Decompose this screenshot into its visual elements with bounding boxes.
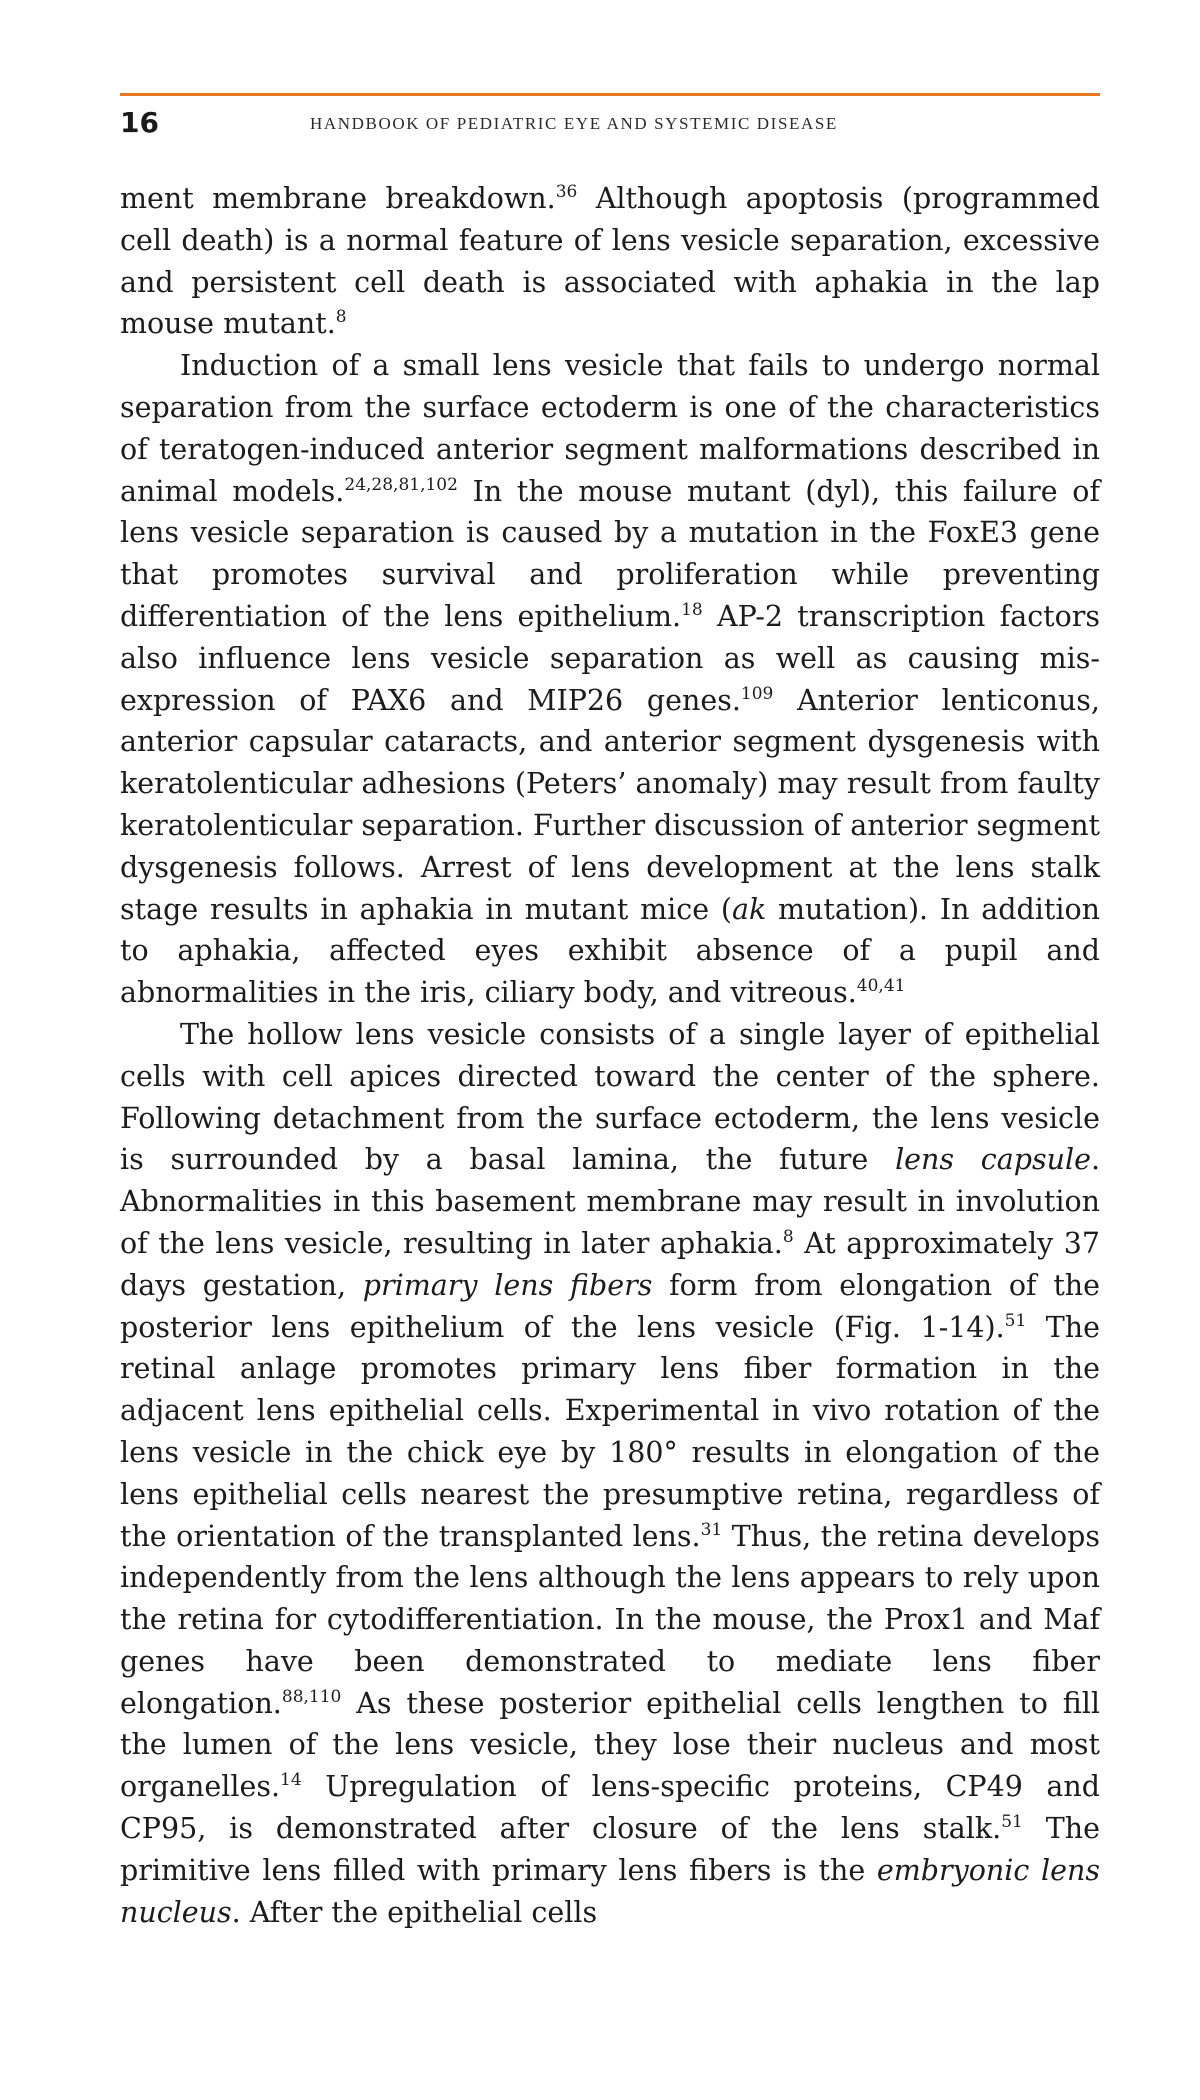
text-segment: . Abnormalities in this basement membrane may result in involution of the lens vesicle, resulting in later aphakia. bbox=[120, 1143, 1101, 1260]
citation-superscript: 31 bbox=[700, 1519, 723, 1540]
citation-superscript: 14 bbox=[280, 1770, 302, 1791]
text-segment: . After the epithelial cells bbox=[231, 1895, 598, 1929]
text-segment: In the mouse mutant (dyl), this failure of lens vesicle separation is caused by a mutation in the FoxE3 gene that promotes survival and proliferation while preventing differentiation of the lens epithelium. bbox=[120, 474, 1100, 633]
italic-term: primary lens fibers bbox=[362, 1268, 653, 1302]
text-segment: Anterior lenticonus, anterior capsular cataracts, and anterior segment dysgenesis with keratolenticular adhesions (Peters’ anomaly) may result from faulty keratolenticular separation. Further discussion of anterior segment dysgenesis follows. Arrest of lens development at the lens stalk stage results in aphakia in mutant mice ( bbox=[120, 683, 1100, 926]
text-segment: Induction of a small lens vesicle that fails to undergo normal separation from the surface ectoderm is one of the characteristics of teratogen-induced anterior segment malformations described in animal models. bbox=[120, 349, 1100, 508]
text-segment: ment membrane breakdown. bbox=[120, 182, 556, 215]
paragraph bbox=[120, 345, 1100, 1014]
running-head: HANDBOOK OF PEDIATRIC EYE AND SYSTEMIC DISEASE bbox=[310, 114, 838, 133]
citation-superscript: 24,28,81,102 bbox=[344, 474, 458, 495]
text-segment: AP-2 transcription factors also influence lens vesicle separation as well as causing mis-expression of PAX6 and MIP26 genes. bbox=[120, 599, 1101, 717]
header-rule bbox=[120, 93, 1100, 96]
citation-superscript: 18 bbox=[681, 599, 703, 620]
text-segment: The primitive lens filled with primary lens fibers is the bbox=[120, 1812, 1100, 1887]
citation-superscript: 88,110 bbox=[281, 1686, 342, 1707]
text-segment: mutation). In addition to aphakia, affected eyes exhibit absence of a pupil and abnormalities in the iris, ciliary body, and vitreous. bbox=[120, 892, 1100, 1010]
paragraph bbox=[120, 178, 1100, 345]
text-segment: At approximately 37 days gestation, bbox=[120, 1226, 1100, 1302]
italic-term: lens capsule bbox=[895, 1143, 1091, 1177]
text-segment: Thus, the retina develops independently from the lens although the lens appears to rely upon the retina for cytodifferentiation. In the mouse, the Prox1 and Maf genes have been demonstrated to mediate lens fiber elongation. bbox=[120, 1519, 1100, 1720]
text-segment: Although apoptosis (programmed cell death) is a normal feature of lens vesicle separation, excessive and persistent cell death is associated with aphakia in the lap mouse mutant. bbox=[120, 182, 1101, 341]
text-segment: The retinal anlage promotes primary lens fiber formation in the adjacent lens epithelial cells. Experimental in vivo rotation of the lens vesicle in the chick eye by 180° results in elongation of the lens epithelial cells nearest the presumptive retina, regardless of the orientation of the transplanted lens. bbox=[120, 1310, 1101, 1553]
body-text bbox=[120, 178, 1100, 1933]
citation-superscript: 40,41 bbox=[856, 976, 906, 997]
citation-superscript: 8 bbox=[782, 1226, 794, 1247]
citation-superscript: 109 bbox=[740, 683, 774, 704]
page-number: 16 bbox=[120, 106, 159, 139]
page-header bbox=[120, 103, 1100, 143]
paragraph bbox=[120, 1014, 1100, 1934]
italic-term: ak bbox=[731, 892, 767, 926]
citation-superscript: 8 bbox=[335, 307, 347, 328]
citation-superscript: 36 bbox=[555, 182, 578, 202]
citation-superscript: 51 bbox=[1004, 1310, 1027, 1331]
text-segment: Upregulation of lens-specific proteins, CP49 and CP95, is demonstrated after closure of the lens stalk. bbox=[120, 1770, 1100, 1846]
text-segment: As these posterior epithelial cells lengthen to fill the lumen of the lens vesicle, they lose their nucleus and most organelles. bbox=[120, 1686, 1100, 1804]
text-segment: The hollow lens vesicle consists of a single layer of epithelial cells with cell apices directed toward the center of the sphere. Following detachment from the surface ectoderm, the lens vesicle is surrounded by a basal lamina, the future bbox=[120, 1017, 1100, 1177]
text-segment: form from elongation of the posterior lens epithelium of the lens vesicle (Fig. 1-14). bbox=[120, 1268, 1100, 1344]
italic-term: embryonic lens nucleus bbox=[120, 1853, 1100, 1929]
citation-superscript: 51 bbox=[1001, 1812, 1023, 1833]
